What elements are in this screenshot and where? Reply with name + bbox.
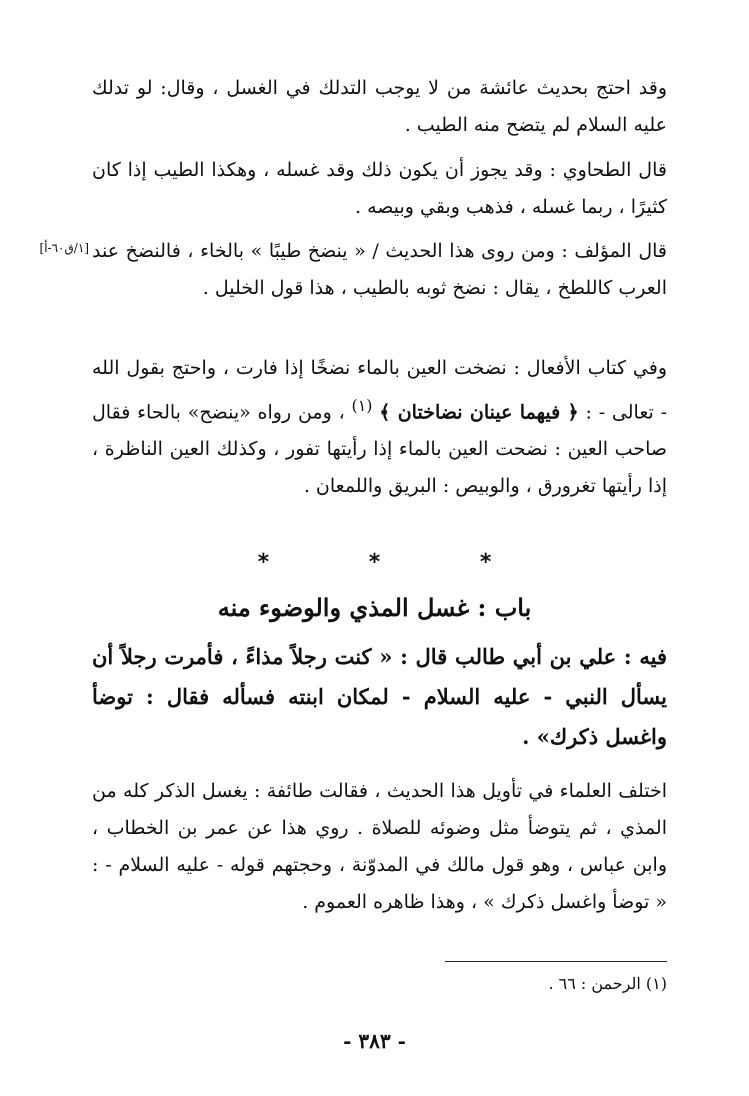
quran-verse: ﴿ فيهما عينان نضاختان ﴾ [379, 401, 579, 424]
page-number: - ٣٨٣ - [343, 1029, 406, 1053]
manuscript-folio-note: [١/ق٦٠-أ] [39, 241, 89, 255]
chapter-heading: باب : غسل المذي والوضوء منه [217, 593, 532, 622]
footnote-divider [445, 961, 667, 962]
footnote-marker: (١) [351, 396, 373, 415]
section-separator: * * * [257, 550, 538, 575]
paragraph-afal-opening: وفي كتاب الأفعال : نضخت العين بالماء نضخًا إذا فارت ، واحتج بقول الله - تعالى - : [92, 357, 668, 424]
paragraph-afal-closing: ، ومن رواه «ينضح» بالحاء فقال صاحب العين : نضحت العين بالماء إذا رأيتها تفور ، وكذلك العين الناظرة ، إذا رأيتها تغرورق ، والوبيص : البريق واللمعان . [92, 401, 667, 498]
paragraph-ikhtilaf: اختلف العلماء في تأويل هذا الحديث ، فقالت طائفة : يغسل الذكر كله من المذي ، ثم يتوضأ مثل وضوئه للصلاة . روي هذا عن عمر بن الخطاب ، وابن عباس ، وهو قول مالك في المدوّنة ، وحجتهم قوله - عليه السلام - : « توضأ واغسل ذكرك » ، وهذا ظاهره العموم . [92, 780, 667, 913]
paragraph-tahawi: قال الطحاوي : وقد يجوز أن يكون ذلك وقد غسله ، وهكذا الطيب إذا كان كثيرًا ، ربما غسله ، فذهب وبقي وبيصه . [92, 159, 667, 218]
footnote: (١) الرحمن : ٦٦ . [548, 974, 667, 993]
paragraph-muallif: قال المؤلف : ومن روى هذا الحديث / « ينضخ طيبًا » بالخاء ، فالنضخ عند العرب كاللطخ ، يقال : نضخ ثوبه بالطيب ، هذا قول الخليل . [92, 240, 667, 299]
paragraph-tadalluk: وقد احتج بحديث عائشة من لا يوجب التدلك في الغسل ، وقال: لو تدلك عليه السلام لم يتضح منه الطيب . [92, 77, 668, 136]
hadith-text: فيه : علي بن أبي طالب قال : « كنت رجلاً مذاءً ، فأمرت رجلاً أن يسأل النبي - عليه السلام - لمكان ابنته فسأله فقال : توضأ واغسل ذكرك» . [92, 644, 667, 749]
paragraph-kitab-al-afal [92, 350, 667, 505]
